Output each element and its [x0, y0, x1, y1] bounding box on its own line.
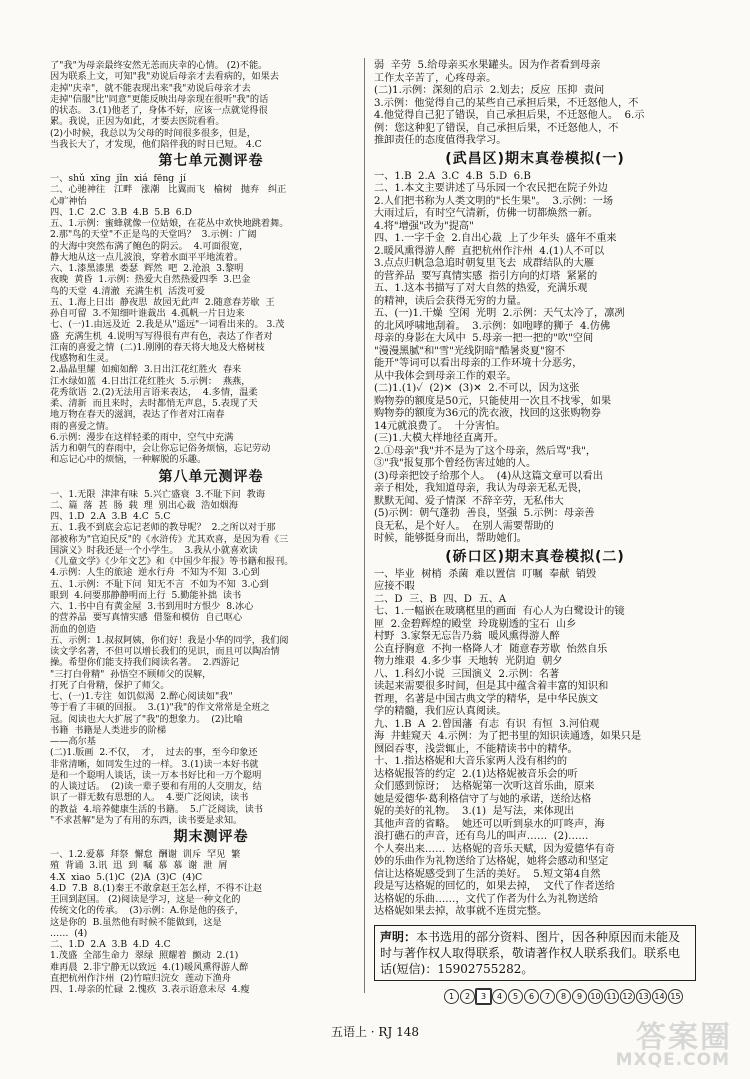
page-marker: 15: [668, 989, 683, 1004]
answer-line: 七、(一)1.专注 如饥似渴 2.醉心阅读如"我": [50, 691, 233, 702]
answer-line: 沥血的创造: [50, 623, 96, 635]
answer-line: 九、1.B A 2.曾国藩 有志 有识 有恒 3.河伯观: [374, 718, 600, 730]
answer-line: 2.那"鸟的天堂"不正是鸟的天堂吗？ 3.示例：广阔: [50, 229, 257, 241]
page-marker: 10: [588, 989, 603, 1004]
answer-line: 一、shǔ xīng jǐn xiá fēng jí: [50, 173, 186, 184]
answer-line: 大雨过后，有时空气清新，仿佛一切都焕然一新。: [374, 208, 599, 219]
answer-line: 的营养品 要写真情实感 指引方向的灯塔 紧紧的: [374, 270, 598, 282]
answer-line: 一、1.无限 津津有味 5.兴亡盛衰 3.不耻下问 教诲: [50, 488, 266, 500]
qiaokou-answers: [374, 569, 696, 919]
answer-line: 鸟的天堂 4.清澈 充满生机 活泼可爱: [50, 285, 205, 297]
answer-line: 时候，能够挺身而出，帮助她们。: [374, 533, 527, 544]
answer-line: 浪打礁石的声音，还有鸟儿的叫声…… (2)……: [374, 831, 589, 842]
answer-line: 七、1.一幅嵌在玻璃框里的画面 有心人为白鹭设计的镜: [374, 606, 625, 617]
answer-line: 良无私，是个好人。 在别人需要帮助的: [374, 520, 554, 532]
answer-line: 4.示例：人生的旅途 逆水行舟 不知为不知 3.心到: [50, 567, 260, 579]
page-marker: 9: [572, 989, 587, 1004]
answer-line: 静大地从这一点儿波浪，穿着水面平平地流着。: [50, 251, 243, 263]
answer-line: 公直抒胸意 不拘一格降人才 随意春芳歇 怡然自乐: [374, 643, 608, 655]
answer-line: 是和一个聪明人谈话，读一万本书好比和一万个聪明: [50, 769, 262, 781]
page-marker: 11: [604, 989, 619, 1004]
unit6-answers-tail: [50, 60, 372, 150]
answer-line: 五、1.海上日出 静夜思 故园无此声 2.随意春芳歇 王: [50, 296, 275, 308]
answer-line: 推卸责任的态度值得我学习。: [374, 135, 507, 146]
answer-line: 众们感到惊讶； 达格妮第一次听这首乐曲，原来: [374, 781, 595, 792]
answer-line: 二、D 三、B 四、D 五、A: [374, 593, 507, 605]
answer-line: 哲理，名著是中国古典文学的精华，是中华民族文: [374, 693, 599, 705]
answer-line: 冠。阅读也大大扩展了"我"的想象力。 (2)比喻: [50, 713, 243, 725]
answer-line: 3.示例：他觉得自己的某些自己承担后果，不迁怒他人，不: [374, 97, 639, 109]
answer-line: 亲子相处，我知道母亲，我认为母亲无私无畏，: [374, 483, 588, 494]
page-marker: 4: [492, 989, 507, 1004]
answer-line: 例：您这种犯了错误，自己承担后果，不迁怒他人，不: [374, 122, 619, 134]
answer-line: 达格妮的乐曲……，文代了作者为什么为礼物送给: [374, 893, 599, 905]
answer-line: 一、1.B 2.A 3.C 4.B 5.D 6.B: [374, 170, 531, 182]
answer-line: 4.D 7.B 8.(1)秦王不敢拿赵王怎么样，不得不让赵: [50, 882, 263, 894]
answer-line: 妮的美好的礼物。 3.(1) 是写法，来体现出: [374, 806, 575, 817]
answer-line: ③"我"报复那个曾经伤害过她的人。: [374, 458, 537, 469]
answer-line: 的营养品 要写真情实感 借鉴和模仿 自己呕心: [50, 612, 243, 624]
answer-line: 4.X xiao 5.(1)C (2)A (3)C (4)C: [50, 871, 203, 883]
page-marker: 2: [460, 989, 475, 1004]
answer-line: 花秀欲语 2.(2)无法用言语来表达， 4.多情，温柔: [50, 386, 258, 398]
section-title-unit8: 第八单元测评卷: [158, 468, 264, 485]
answer-line: 物力维艰 4.多少事 天地转 光阴迫 朝夕: [374, 656, 563, 667]
answer-line: 2.暖风熏得游人醉 直把杭州作汴州 4.(1)人不可以: [374, 245, 605, 257]
right-column: [374, 60, 696, 1004]
answer-line: "三打白骨精" 孙悟空不顾师父的误解，: [50, 668, 212, 680]
answer-line: 难再晨 2.非宁静无以致远 4.(1)暖风熏得游人醉: [50, 961, 249, 973]
answer-line: (2)小时候，我总以为父母的时间很多很多，但是，: [50, 127, 256, 139]
answer-line: 走掉"信服"比"同意"更能反映出母亲现在很听"我"的话: [50, 93, 269, 105]
answer-line: 江南的喜爱之情 (二)1.刚刚的春天将大地及大格树枝: [50, 341, 265, 353]
page-marker: 3: [476, 989, 491, 1004]
answer-line: 当我长大了，才发现，他们陪伴我的时日已短。 4.C: [50, 138, 262, 150]
answer-line: 妙的乐曲作为礼物送给了达格妮，她将会感动和坚定: [374, 856, 609, 867]
section-title-final: 期末测评卷: [173, 829, 249, 845]
answer-line: 夜晚 黄昏 1.示例：热爱大自然热爱四季 3.巴金: [50, 274, 251, 286]
answer-line: 八、1.科幻小说 三国演义 2.示例：名著: [374, 668, 560, 680]
answer-line: 购物券的额度是50元，只能使用一次且不找零，如果: [374, 395, 612, 407]
answer-line: 五、1.这本书描写了对大自然的热爱，充满乐观: [374, 283, 588, 294]
answer-line: 默默无闻、爱子情深 不辞辛劳，无私伟大: [374, 495, 564, 507]
answer-line: "不求甚解"是为了有用的东西，读书要是求知。: [50, 814, 243, 826]
page-marker: 7: [540, 989, 555, 1004]
answer-line: 母亲的身影在大风中 5.母亲一把一把的"吹"空间: [374, 333, 594, 344]
answer-line: 6.示例：漫步在这样轻柔的雨中，空气中充满: [50, 431, 234, 443]
page-marker: 14: [652, 989, 667, 1004]
answer-line: 六、1.漆黑漆黑 娄瑟 辉然 吧 2.沧浪 3.黎明: [50, 263, 244, 274]
answer-line: 直把杭州作汴州 (2)竹喧归浣女 莲动下渔舟: [50, 972, 231, 984]
answer-line: 一、1.2.爱慕 拜祭 懈怠 酬谢 训斥 罕见 繁: [50, 849, 241, 860]
page-markers: [374, 989, 696, 1004]
answer-line: 识了一群无数有思想的人。 4.要广泛阅读，读书: [50, 792, 249, 804]
answer-line: 五、示例：1.叔叔阿姨，你们好！我是小华的同学，我们阅: [50, 634, 289, 646]
answer-line: 村野 3.家祭无忘告乃翁 暖风熏得游人醉: [374, 631, 560, 642]
answer-line: 购物券的额度为36元的洗衣液，找回的这张购物券: [374, 408, 601, 419]
answer-line: 操。希望你们能支持我们阅读名著。 2.西游记: [50, 657, 240, 669]
column-divider: [364, 58, 365, 993]
answer-line: 和忘记心中的烦恼，一种解脱的乐趣。: [50, 454, 207, 466]
answer-line: "漫漫黑腻"和"雪"光线阴暗"酷暑炎夏"窗不: [374, 345, 566, 357]
answer-line: 王回到赵国。 (2)阅读是学习，这是一种文化的: [50, 894, 241, 905]
answer-line: 应接不暇: [374, 581, 415, 592]
watermark-logo-text: 答案圈: [636, 1020, 732, 1055]
answer-line: 她是爱德华·葛利格信守了与她的承诺，送给达格: [374, 793, 592, 805]
answer-line: 二、1.本文主要讲述了马乐园一个农民把在院子外边: [374, 183, 608, 194]
answer-line: 非常清晰，如同发生过的一样。 3.(1)读一本好书就: [50, 758, 259, 770]
unit7-answers: [50, 173, 372, 466]
section-title-unit7: 第七单元测评卷: [158, 153, 264, 169]
answer-line: 2.人们把书称为人类文明的"长生果"。 3.示例：一场: [374, 195, 614, 207]
answer-line: 四、1.D 2.A 3.B 4.C 5.C: [50, 511, 171, 522]
answer-line: 能开"等词可以看出母亲的工作环境十分恶劣，: [374, 358, 583, 369]
answer-line: (5)示例：朝气蓬勃 善良，坚强 5.示例：母亲善: [374, 508, 595, 519]
notice-text: 本书选用的部分资料、图片，因各种原因而未能及时与著作权人取得联系，敬请著作权人联系我们。联系电话(短信)：15902755282。: [380, 929, 681, 976]
page-marker: 1: [444, 989, 459, 1004]
answer-line: 海 井蛙窥天 4.示例：为了把书里的知识读通透，如果只是: [374, 731, 642, 742]
answer-line: 4.将"增强"改为"提高": [374, 220, 474, 232]
answer-line: 四、1.母亲的忙碌 2.愧疚 3.表示语意未尽 4.瘦: [50, 984, 250, 995]
answer-line: 因为联系上文，可知"我"劝说后母亲才去看病的，如果去: [50, 71, 279, 83]
answer-line: 二、1.D 2.A 3.B 4.D 4.C: [50, 939, 171, 950]
page-marker: 6: [524, 989, 539, 1004]
answer-line: 的状态。 3.(1)他老了，身体不好，应该一点就觉得很: [50, 105, 268, 116]
answer-line: 段是写达格妮的回忆的，如果去掉， 文代了作者送给: [374, 881, 615, 892]
answer-line: (二)1.示例：深刻的启示 2.划去；反应 压抑 责问: [374, 85, 605, 96]
answer-line: 四、1.一字千金 2.自出心裁 上了少年头 盛年不重来: [374, 233, 617, 244]
wuchang-answers: [374, 171, 696, 546]
section-title-qiaokou: (硚口区)期末真卷模拟(二): [445, 548, 625, 565]
answer-line: 信让达格妮感受到了生活的美好。 5.短文第4自然: [374, 868, 601, 880]
answer-line: 等于看了丰硕的回报。 3.(1)"我"的作文常常是全班之: [50, 702, 270, 714]
answer-line: 2.晶晶里耀 如痴如醉 3.日出江花红胜火 春来: [50, 364, 242, 376]
answer-line: 四、1.C 2.C 3.B 4.B 5.B 6.D: [50, 206, 192, 218]
answer-line: 五、1.我不到底会忘记老师的教导呢？ 2.之所以对于那: [50, 522, 276, 534]
page-marker: 5: [508, 989, 523, 1004]
answer-line: 个人奏出来…… 达格妮的音乐天赋，因为爱德华有奇: [374, 843, 615, 855]
answer-line: 匣 2.金碧辉煌的殿堂 玲珑剔透的宝石 山乡: [374, 618, 577, 630]
answer-line: 眼到 4.问要那静静明而上行 5.勤能补拙 读书: [50, 589, 242, 601]
answer-line: 书籍 书籍是人类进步的阶梯: [50, 724, 167, 736]
answer-line: ——高尔基: [50, 736, 96, 747]
answer-line: 传统文化的传承。 (3)示例：A.你是他的孩子，: [50, 905, 244, 917]
answer-line: 《儿童文学》《少年文艺》和《中国少年报》等书籍和报刊。: [50, 556, 294, 567]
unit8-answers: [50, 489, 372, 827]
answer-line: 3.点点归帆急急追时朝复里飞去 成群结队的大雁: [374, 258, 594, 269]
answer-line: 的教益 4.培养健康生活的书籍。 5.广泛阅读，读书: [50, 803, 263, 815]
answer-line: 心旷神怡: [50, 195, 87, 207]
answer-line: …… (4): [50, 927, 88, 939]
answer-line: 活力和朝气的春雨中，会让你忘记俗务烦恼，忘记劳动: [50, 443, 271, 454]
answer-line: 1.茂盛 全部生命力 翠绿 照耀着 颤动 2.(1): [50, 950, 239, 962]
answer-line: 这是你的 B.虽然他有时候不能做到，这是: [50, 916, 222, 928]
answer-line: 盛 充满生机 4.说明写写得很有声有色，表达了作者对: [50, 330, 273, 342]
answer-line: 打死了白骨精，保护了师父。: [50, 679, 170, 691]
answer-line: 的北风呼啸地刮着。 3.示例：如咆哮的狮子 4.仿佛: [374, 320, 611, 332]
answer-line: 部被称为"官迫民反"的《水浒传》尤其欢喜，是因为看《三: [50, 533, 289, 545]
answer-line: 五、(一)1.干燥 空闲 光明 2.示例：天气太冷了，凛冽: [374, 308, 625, 319]
answer-line: 六、1.书中自有黄金屋 3.书到用时方恨少 8.冰心: [50, 601, 254, 612]
answer-line: 了"我"为母亲最终安然无恙而庆幸的心情。 (2)不能。: [50, 60, 268, 71]
answer-line: 走掉"庆幸"，就不能表现出来"我"劝说后母亲才去: [50, 82, 251, 94]
answer-line: 读起来需要很多时间，但是其中蕴含着丰富的知识和: [374, 681, 609, 692]
watermark-url: MXQE.COM: [615, 1050, 730, 1070]
answer-line: 的大海中突然布满了鲍色的阴云。 4.可面很宽，: [50, 240, 249, 252]
answer-line: 2.①母亲"我"并不是为了这个母亲，然后骂"我"，: [374, 445, 597, 457]
answer-line: 十、1.指达格妮和大音乐家两人没有相约的: [374, 756, 568, 767]
answer-line: 达格妮报答的约定 2.(1)达格妮被音乐会的听: [374, 768, 578, 780]
page-footer: 五语上 · RJ 148: [330, 1025, 419, 1039]
answer-line: (三)1.大模大样地径直离开。: [374, 433, 504, 444]
answer-line: 弱 辛劳 5.给母亲买水果罐头。因为作者看到母亲: [374, 60, 601, 71]
answer-line: 14元就浪费了。 十分害怕。: [374, 420, 506, 432]
page-marker: 12: [620, 989, 635, 1004]
answer-line: 七、(一)1.由远及近 2.我是从"遥远"一词看出来的。 3.茂: [50, 319, 285, 331]
answer-line: 江水绿如蓝 4.日出江花红胜火 5.示例： 燕燕，: [50, 375, 251, 387]
final-answers-tail: [374, 60, 696, 148]
answer-line: 殖 背诵 3.讯 迅 到 嘱 慕 慕 谢 泄 屑: [50, 860, 228, 872]
answer-line: 的人谈过话。 (2)读一辈子要和有用的人交朋友，结: [50, 781, 262, 792]
left-column: [50, 60, 372, 995]
answer-line: 的精神，读后会获得无穷的力量。: [374, 295, 527, 307]
page-marker: 8: [556, 989, 571, 1004]
answer-line: 柔、清新 而且来时，去时都悄无声息，5.表现了天: [50, 398, 258, 409]
answer-line: 累。我说，正因为如此，才要去医院看看。: [50, 116, 225, 128]
notice-label: 声明：: [380, 929, 417, 944]
answer-line: (二)1.版画 2.不仅， 才， 过去的事，至今印象还: [50, 747, 258, 759]
final-answers: [50, 849, 372, 995]
copyright-notice: [374, 925, 696, 981]
section-title-wuchang: (武昌区)期末真卷模拟(一): [445, 150, 625, 167]
answer-line: 读文学名著，不但可以增长我们的见识，而且可以陶冶情: [50, 646, 280, 657]
answer-line: 地万物在春天的滋润，表达了作者对江南春: [50, 409, 225, 421]
watermark-logo: [598, 1012, 738, 1072]
answer-line: 雨的喜爱之情。: [50, 420, 115, 432]
answer-line: 一、毕业 树梢 杀菌 难以置信 叮嘱 奉献 销毁: [374, 568, 597, 580]
answer-line: 4.他觉得自己犯了错误，自己承担后果，不迁怒他人。 6.示: [374, 110, 645, 121]
answer-line: 学的精髓，我们应认真阅读。: [374, 706, 507, 717]
answer-line: (二)1.(1)✓ (2)✕ (3)✕ 2.不可以，因为这张: [374, 383, 580, 394]
answer-line: 达格妮如果去掉，故事就不连贯完整。: [374, 906, 548, 917]
answer-line: 孙自可留 3.不知细叶谁裁出 4.孤帆一片日边来: [50, 308, 245, 319]
answer-line: 二、心驰神往 江畔 涨潮 比翼而飞 榆树 抛弃 纠正: [50, 184, 287, 196]
page-marker: 13: [636, 989, 651, 1004]
answer-line: 从中我体会到母亲工作的艰辛。: [374, 370, 517, 382]
answer-line: 伐感物和生灵。: [50, 353, 115, 364]
answer-line: 工作太辛苦了，心疼母亲。: [374, 72, 497, 84]
answer-line: 五、1.示例：蜜蜂就像一位姑娘，在花丛中欢快地跳着舞。: [50, 218, 289, 229]
answer-line: 二、篇 落 甚 肠 载 理 别出心裁 浩如烟海: [50, 499, 238, 511]
answer-line: 五、1.示例：不耻下问 知无不言 不如为不知 3.心到: [50, 578, 269, 590]
answer-line: 其他声音的省略。 她还可以听到泉水的叮咚声，海: [374, 818, 605, 830]
answer-line: 囫囵吞枣，浅尝辄止，不能精读书中的精华。: [374, 743, 578, 755]
answer-line: 国演义》时我还是一个小学生。 3.我从小就喜欢读: [50, 544, 258, 556]
answer-line: (3)母亲把饺子给那个人。 (4)从这篇文章可以看出: [374, 470, 603, 482]
